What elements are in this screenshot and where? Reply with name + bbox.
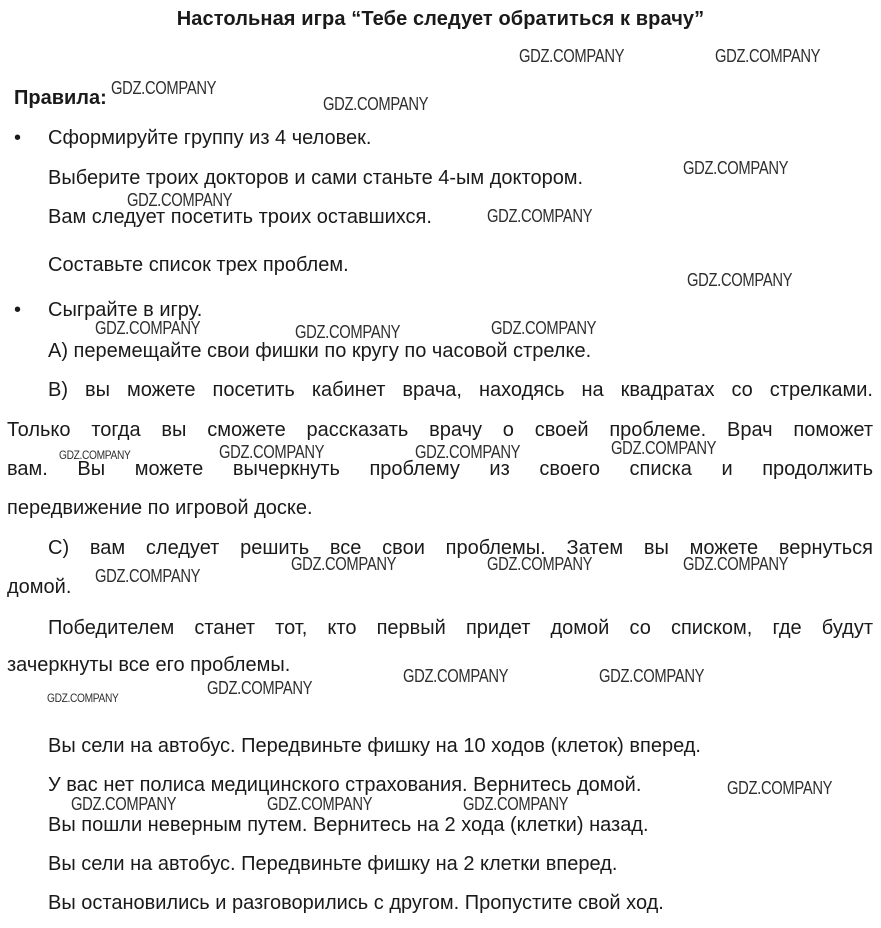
- watermark: GDZ.COMPANY: [323, 94, 429, 114]
- watermark: GDZ.COMPANY: [715, 46, 821, 66]
- card-text: Вы сели на автобус. Передвиньте фишку на 2 клетки вперед.: [48, 853, 618, 875]
- watermark: GDZ.COMPANY: [487, 554, 593, 574]
- watermark: GDZ.COMPANY: [519, 46, 625, 66]
- watermark: GDZ.COMPANY: [487, 206, 593, 226]
- watermark: GDZ.COMPANY: [291, 554, 397, 574]
- watermark: GDZ.COMPANY: [683, 158, 789, 178]
- rule-line: Выберите троих докторов и сами станьте 4-ым доктором.: [48, 167, 584, 189]
- watermark: GDZ.COMPANY: [491, 318, 597, 338]
- rules-heading: Правила:: [14, 87, 107, 109]
- watermark: GDZ.COMPANY: [95, 566, 201, 586]
- rule-line: зачеркнуты все его проблемы.: [7, 654, 291, 676]
- watermark: GDZ.COMPANY: [219, 442, 325, 462]
- rule-line: С) вам следует решить все свои проблемы. Затем вы можете вернуться: [48, 537, 873, 559]
- watermark: GDZ.COMPANY: [267, 794, 373, 814]
- watermark: GDZ.COMPANY: [727, 778, 833, 798]
- watermark: GDZ.COMPANY: [71, 794, 177, 814]
- watermark: GDZ.COMPANY: [111, 78, 217, 98]
- rule-line: В) вы можете посетить кабинет врача, находясь на квадратах со стрелками.: [48, 379, 873, 401]
- watermark: GDZ.COMPANY: [611, 438, 717, 458]
- card-text: У вас нет полиса медицинского страхования. Вернитесь домой.: [48, 774, 642, 796]
- watermark: GDZ.COMPANY: [95, 318, 201, 338]
- rule-line: вам. Вы можете вычеркнуть проблему из своего списка и продолжить: [7, 458, 873, 480]
- document-title: Настольная игра “Тебе следует обратиться к врачу”: [176, 8, 705, 30]
- rule-line: А) перемещайте свои фишки по кругу по часовой стрелке.: [48, 340, 592, 362]
- watermark: GDZ.COMPANY: [59, 448, 131, 462]
- watermark: GDZ.COMPANY: [415, 442, 521, 462]
- rule-line: Составьте список трех проблем.: [48, 254, 349, 276]
- rule-line: Сформируйте группу из 4 человек.: [48, 127, 372, 149]
- rule-line: Вам следует посетить троих оставшихся.: [48, 206, 432, 228]
- watermark: GDZ.COMPANY: [47, 691, 119, 705]
- rule-line: Только тогда вы сможете рассказать врачу о своей проблеме. Врач поможет: [7, 419, 873, 441]
- watermark: GDZ.COMPANY: [599, 666, 705, 686]
- rule-line: домой.: [7, 576, 72, 598]
- bullet-marker: •: [14, 299, 22, 321]
- card-text: Вы остановились и разговорились с другом. Пропустите свой ход.: [48, 892, 664, 914]
- watermark: GDZ.COMPANY: [295, 322, 401, 342]
- watermark: GDZ.COMPANY: [683, 554, 789, 574]
- bullet-marker: •: [14, 127, 22, 149]
- watermark: GDZ.COMPANY: [207, 678, 313, 698]
- watermark: GDZ.COMPANY: [127, 190, 233, 210]
- rule-line: Сыграйте в игру.: [48, 299, 203, 321]
- watermark: GDZ.COMPANY: [463, 794, 569, 814]
- card-text: Вы пошли неверным путем. Вернитесь на 2 хода (клетки) назад.: [48, 814, 649, 836]
- watermark: GDZ.COMPANY: [403, 666, 509, 686]
- card-text: Вы сели на автобус. Передвиньте фишку на 10 ходов (клеток) вперед.: [48, 735, 701, 757]
- watermark: GDZ.COMPANY: [687, 270, 793, 290]
- rule-line: Победителем станет тот, кто первый придет домой со списком, где будут: [48, 617, 873, 639]
- rule-line: передвижение по игровой доске.: [7, 497, 313, 519]
